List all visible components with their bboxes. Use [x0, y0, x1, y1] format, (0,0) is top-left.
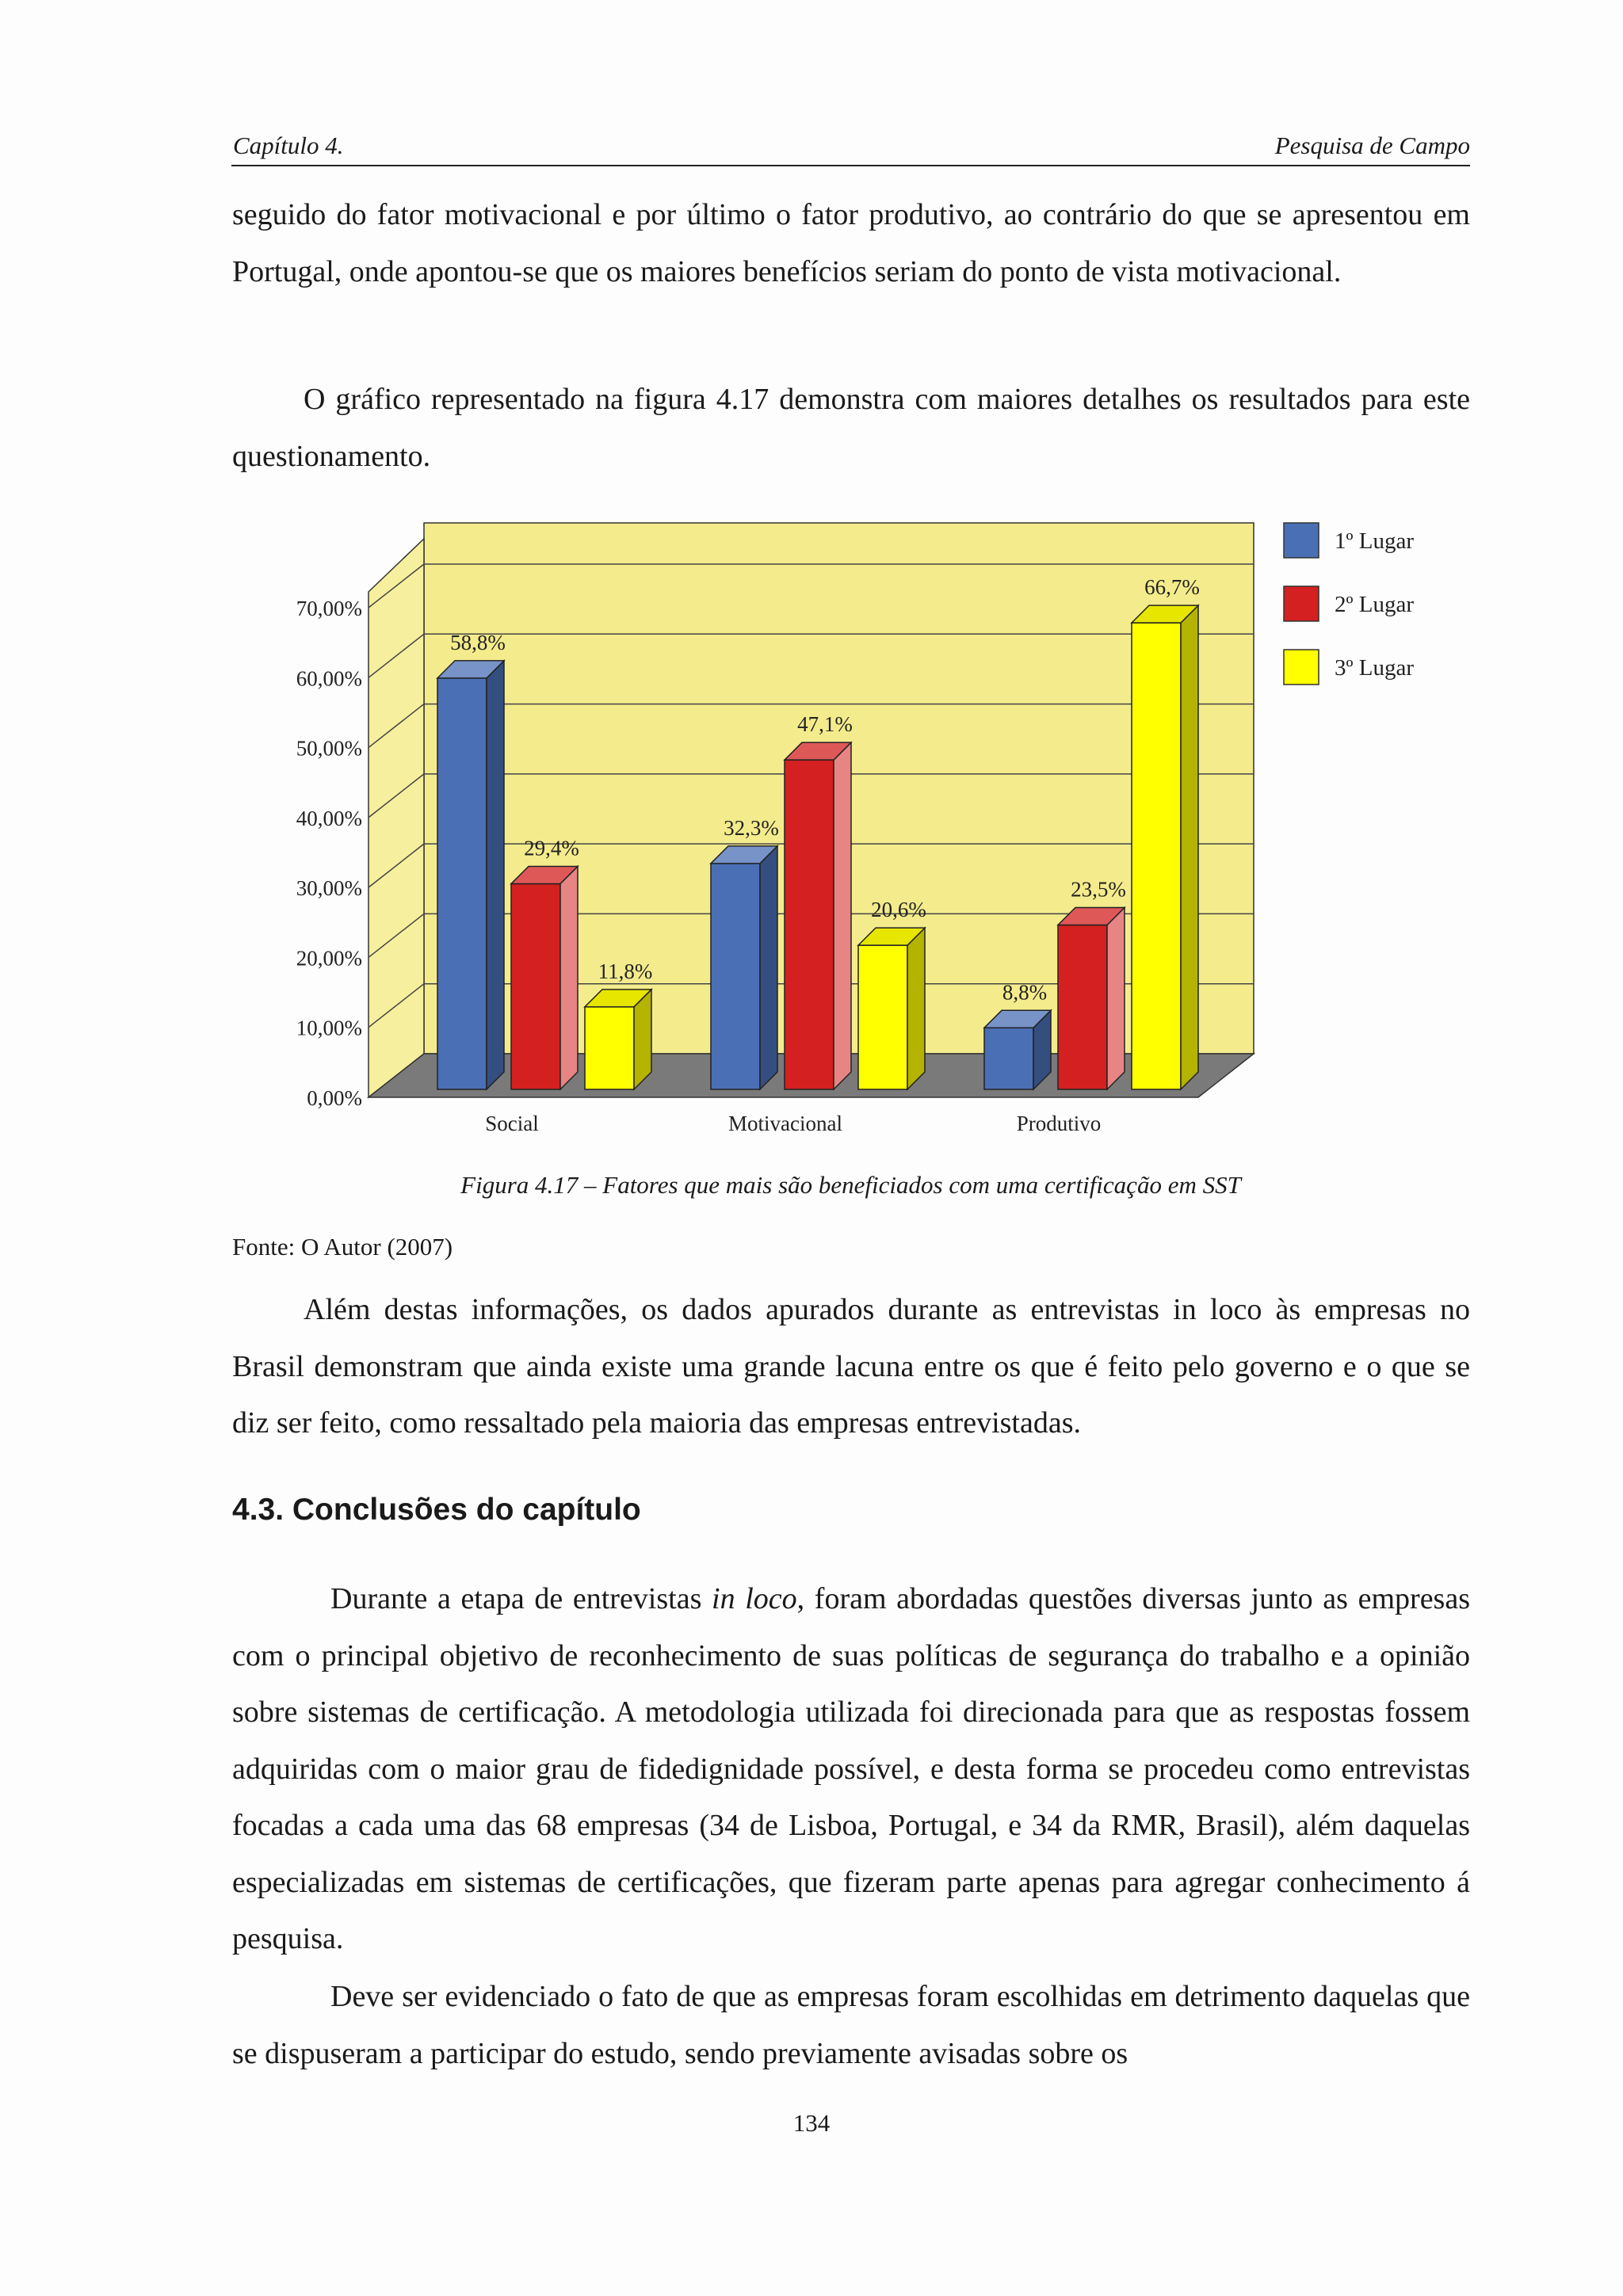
y-tick-label: 60,00% [296, 666, 362, 691]
legend-label: 1º Lugar [1335, 528, 1414, 554]
paragraph-4-italic: in loco [712, 1582, 797, 1615]
bar [1058, 925, 1107, 1089]
legend-swatch [1284, 523, 1319, 558]
chart-side-wall [369, 539, 424, 1097]
bar [1132, 623, 1181, 1089]
bar-chart-svg [262, 507, 1434, 1157]
bar-side [907, 928, 925, 1089]
paragraph-2: O gráfico representado na figura 4.17 demonstra com maiores detalhes os resultados para este questionamento. [232, 383, 1470, 473]
bar [437, 678, 487, 1089]
bar-side [1107, 908, 1125, 1089]
y-tick-label: 70,00% [296, 597, 362, 620]
bar-side [760, 846, 777, 1089]
data-label: 11,8% [598, 959, 653, 983]
bar-side [834, 742, 851, 1089]
y-tick-label: 0,00% [307, 1086, 362, 1110]
bar-side [560, 866, 578, 1089]
data-label: 8,8% [1002, 980, 1048, 1005]
header-section: Pesquisa de Campo [1274, 132, 1470, 159]
data-label: 29,4% [524, 836, 579, 860]
header-chapter: Capítulo 4. [233, 132, 344, 159]
legend-label: 3º Lugar [1335, 655, 1414, 681]
data-label: 23,5% [1071, 877, 1126, 902]
bar [785, 760, 834, 1089]
legend-swatch [1284, 586, 1319, 621]
figure-source: Fonte: O Autor (2007) [232, 1233, 453, 1261]
y-tick-label: 10,00% [296, 1016, 362, 1040]
paragraph-4-end: , foram abordadas questões diversas junto as empresas com o principal objetivo de reconhecimento de suas políticas de segurança do trabalho e a opinião sobre sistemas de certificação. A metodologia utilizada foi direcionada para que as respostas fossem adquiridas com o maior grau de fidedignidade possível, e desta forma se procedeu como entrevistas focadas a cada uma das 68 empresas (34 de Lisboa, Portugal, e 34 da RMR, Brasil), além daquelas especializadas em sistemas de certificações, que fizeram parte apenas para agregar conhecimento á pesquisa. [232, 1582, 1470, 1955]
bar [511, 883, 560, 1089]
y-tick-label: 20,00% [296, 946, 362, 971]
y-tick-label: 50,00% [296, 736, 362, 761]
x-tick-label: Social [485, 1112, 539, 1135]
x-tick-label: Motivacional [728, 1112, 842, 1135]
bar [585, 1007, 634, 1089]
bar [711, 864, 760, 1089]
legend-label: 2º Lugar [1335, 592, 1414, 617]
paragraph-3: Além destas informações, os dados apurados durante as entrevistas in loco às empresas no Brasil demonstram que ainda existe uma grande lacuna entre os que é feito pelo governo e o que se diz ser feito, como ressaltado pela maioria das empresas entrevistadas. [232, 1293, 1470, 1440]
data-label: 66,7% [1144, 575, 1200, 600]
bar [984, 1028, 1033, 1089]
figure-caption: Figura 4.17 – Fatores que mais são beneficiados com uma certificação em SST [460, 1171, 1241, 1199]
paragraph-4-start: Durante a etapa de entrevistas [330, 1582, 712, 1615]
data-label: 47,1% [797, 712, 853, 737]
bar-side [1181, 605, 1198, 1089]
page-header [231, 132, 1470, 166]
x-tick-label: Produtivo [1016, 1112, 1102, 1135]
y-tick-label: 30,00% [296, 876, 362, 901]
paragraph-1: seguido do fator motivacional e por último o fator produtivo, ao contrário do que se apresentou em Portugal, onde apontou-se que os maiores benefícios seriam do ponto de vista motivacional. [232, 198, 1470, 288]
y-tick-label: 40,00% [296, 806, 362, 830]
bar-side [487, 661, 504, 1089]
data-label: 20,6% [871, 898, 926, 922]
paragraph-5: Deve ser evidenciado o fato de que as empresas foram escolhidas em detrimento daquelas que se dispuseram a participar do estudo, sendo previamente avisadas sobre os [232, 1980, 1470, 2070]
legend-swatch [1284, 650, 1319, 685]
data-label: 32,3% [724, 815, 779, 840]
bar [858, 945, 907, 1089]
page-number: 134 [792, 2109, 831, 2137]
data-label: 58,8% [450, 630, 506, 654]
section-heading: 4.3. Conclusões do capítulo [232, 1493, 641, 1527]
paragraph-4 [232, 1571, 1470, 1968]
bar-chart [262, 507, 1434, 1157]
